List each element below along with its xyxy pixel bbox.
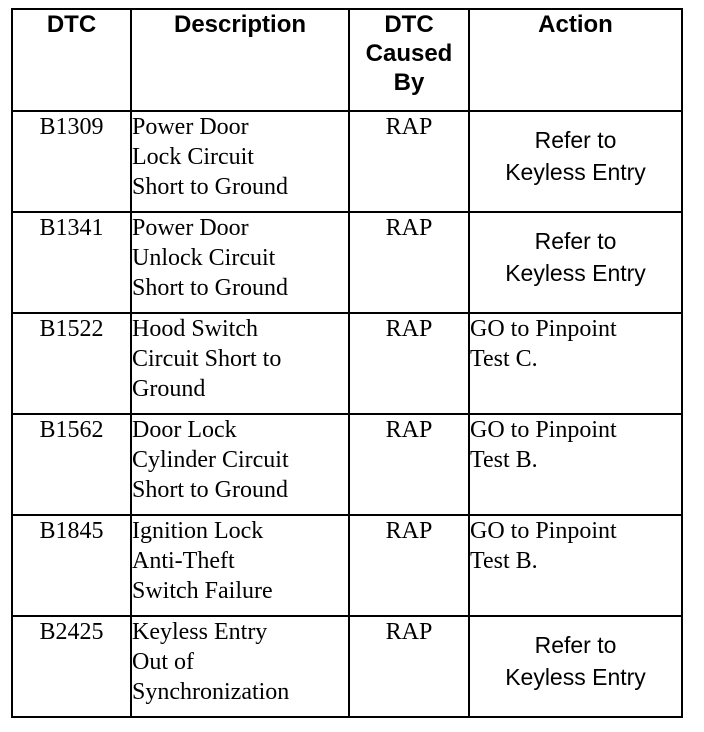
dtc-action-text: Refer to Keyless Entry (505, 228, 646, 286)
dtc-caused-by: RAP (349, 111, 469, 212)
table-row (12, 414, 682, 515)
dtc-action (469, 515, 682, 616)
dtc-code: B1562 (12, 414, 131, 515)
dtc-action (469, 313, 682, 414)
dtc-action-text: GO to Pinpoint Test C. (470, 316, 617, 372)
dtc-caused-by: RAP (349, 414, 469, 515)
dtc-description (131, 212, 349, 313)
dtc-description-text: Power Door Unlock Circuit Short to Ground (132, 215, 288, 301)
dtc-description (131, 313, 349, 414)
table-row (12, 212, 682, 313)
header-action: Action (469, 9, 682, 111)
dtc-description-text: Power Door Lock Circuit Short to Ground (132, 114, 288, 200)
table-row (12, 313, 682, 414)
dtc-action-text: Refer to Keyless Entry (505, 632, 646, 690)
dtc-action (469, 616, 682, 717)
dtc-table (11, 8, 683, 718)
dtc-action-text: GO to Pinpoint Test B. (470, 417, 617, 473)
header-dtc: DTC (12, 9, 131, 111)
dtc-code: B1309 (12, 111, 131, 212)
dtc-description (131, 414, 349, 515)
header-caused-by (349, 9, 469, 111)
dtc-caused-by: RAP (349, 313, 469, 414)
dtc-description-text: Keyless Entry Out of Synchronization (132, 619, 290, 705)
dtc-code: B1522 (12, 313, 131, 414)
table-row (12, 515, 682, 616)
dtc-action (469, 212, 682, 313)
dtc-description (131, 111, 349, 212)
dtc-action (469, 414, 682, 515)
dtc-description (131, 515, 349, 616)
table-row (12, 111, 682, 212)
dtc-description-text: Hood Switch Circuit Short to Ground (132, 316, 282, 402)
header-description: Description (131, 9, 349, 111)
dtc-description-text: Door Lock Cylinder Circuit Short to Ground (132, 417, 289, 503)
dtc-description-text: Ignition Lock Anti-Theft Switch Failure (132, 518, 273, 604)
header-caused-by-text: DTC Caused By (365, 11, 453, 96)
dtc-action-text: Refer to Keyless Entry (505, 127, 646, 185)
dtc-action-text: GO to Pinpoint Test B. (470, 518, 617, 574)
dtc-code: B2425 (12, 616, 131, 717)
dtc-caused-by: RAP (349, 212, 469, 313)
dtc-caused-by: RAP (349, 616, 469, 717)
dtc-code: B1845 (12, 515, 131, 616)
header-row (12, 9, 682, 111)
dtc-caused-by: RAP (349, 515, 469, 616)
dtc-action (469, 111, 682, 212)
dtc-description (131, 616, 349, 717)
table-row (12, 616, 682, 717)
dtc-code: B1341 (12, 212, 131, 313)
